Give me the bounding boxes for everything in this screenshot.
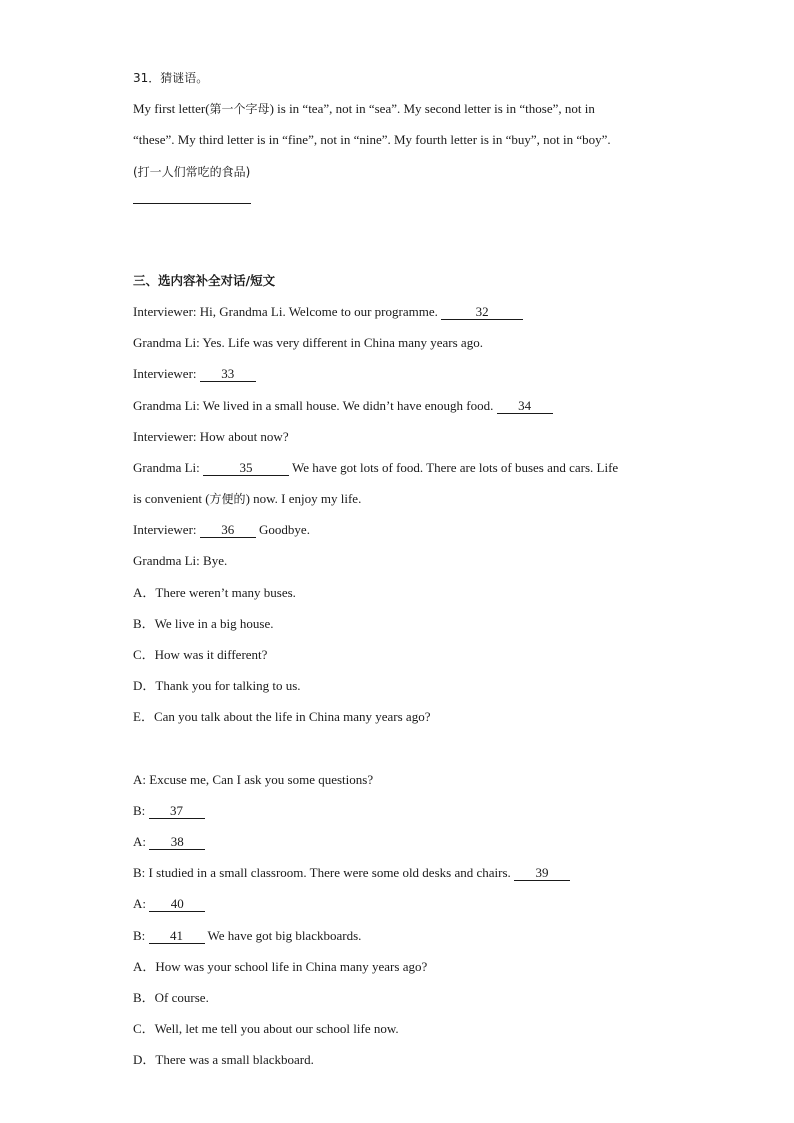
dialog1-line-1 <box>133 296 673 327</box>
dialog2-option[interactable] <box>133 982 673 1013</box>
dialog1-option-e: E．Can you talk about the life in China many years ago? <box>133 709 431 725</box>
blank-40[interactable]: 40 <box>149 897 205 912</box>
worksheet-page <box>133 62 673 1075</box>
blank-39[interactable]: 39 <box>514 866 570 881</box>
q31-hint <box>133 156 673 187</box>
dialog1-option-c: C．How was it different? <box>133 647 268 662</box>
dialog2-option[interactable] <box>133 1044 673 1075</box>
dialog1-line-3 <box>133 358 673 389</box>
blank-36[interactable]: 36 <box>200 523 256 538</box>
dialog1-line5-text: Interviewer: How about now? <box>133 428 289 444</box>
dialog1-line-8 <box>133 514 673 545</box>
dialog2-line3-text: A: <box>133 833 150 849</box>
dialog1-line3-text: Interviewer: <box>133 366 200 382</box>
q31-hint-text: (打一人们常吃的食品) <box>133 164 251 179</box>
blank-37[interactable]: 37 <box>149 804 205 819</box>
q31-heading <box>133 62 673 93</box>
dialog1-option-a: A．There weren’t many buses. <box>133 584 296 600</box>
dialog1-option[interactable] <box>133 608 673 639</box>
dialog2-line6-text: B: <box>133 927 149 943</box>
q31-line-2 <box>133 124 673 155</box>
dialog2-line4-text: B: I studied in a small classroom. There were some old desks and chairs. <box>133 865 515 881</box>
q31-answer-line[interactable] <box>133 189 251 204</box>
dialog1-line-7 <box>133 483 673 514</box>
dialog2-line-6 <box>133 920 673 951</box>
dialog1-option[interactable] <box>133 701 673 732</box>
q31-heading-text: 31．猜谜语。 <box>133 71 209 85</box>
dialog1-line4-text: Grandma Li: We lived in a small house. We didn’t have enough food. <box>133 397 497 413</box>
dialog1-line7-b: ) now. I enjoy my life. <box>245 491 362 507</box>
dialog1-line-4 <box>133 390 673 421</box>
dialog1-line-5 <box>133 421 673 452</box>
dialog1-line9-text: Grandma Li: Bye. <box>133 553 228 569</box>
dialog2-line6-after: We have got big blackboards. <box>204 927 362 943</box>
q31-line1-b: ) is in “tea”, not in “sea”. My second letter is in “those”, not in <box>269 101 595 117</box>
dialog2-line-1 <box>133 764 673 795</box>
dialog2-option-a: A．How was your school life in China many years ago? <box>133 958 428 974</box>
dialog2-line5-text: A: <box>133 896 150 912</box>
dialog1-option[interactable] <box>133 577 673 608</box>
section-3-title-text: 三、选内容补全对话/短文 <box>133 272 276 288</box>
dialog1-line6-text: Grandma Li: <box>133 459 204 475</box>
dialog2-line-2 <box>133 795 673 826</box>
dialog1-line1-text: Interviewer: Hi, Grandma Li. Welcome to our programme. <box>133 303 442 319</box>
dialog1-line7-cn: 方便的 <box>209 492 246 507</box>
dialog1-option[interactable] <box>133 670 673 701</box>
blank-32[interactable]: 32 <box>441 305 523 320</box>
dialog2-option-b: B．Of course. <box>133 989 209 1005</box>
q31-line-1 <box>133 93 673 124</box>
dialog2-option-d: D．There was a small blackboard. <box>133 1052 314 1068</box>
blank-35[interactable]: 35 <box>203 461 289 476</box>
q31-line1-cn: 第一个字母 <box>209 102 270 117</box>
dialog2-line-4 <box>133 857 673 888</box>
dialog1-line8-text: Interviewer: <box>133 522 200 538</box>
blank-33[interactable]: 33 <box>200 367 256 382</box>
dialog1-line6-after: We have got lots of food. There are lots of buses and cars. Life <box>289 459 619 475</box>
dialog1-line8-after: Goodbye. <box>255 522 310 538</box>
dialog2-line2-text: B: <box>133 802 149 818</box>
dialog2-line-5 <box>133 888 673 919</box>
dialog1-line-2 <box>133 327 673 358</box>
dialog1-line7-a: is convenient ( <box>133 491 210 507</box>
dialog1-line-6 <box>133 452 673 483</box>
blank-38[interactable]: 38 <box>149 835 205 850</box>
q31-line1-a: My first letter( <box>133 101 210 117</box>
dialog1-option-d: D．Thank you for talking to us. <box>133 678 301 694</box>
dialog1-option[interactable] <box>133 639 673 670</box>
blank-34[interactable]: 34 <box>497 399 553 414</box>
dialog2-option[interactable] <box>133 1013 673 1044</box>
dialog2-line1-text: A: Excuse me, Can I ask you some questions? <box>133 771 374 787</box>
dialog2-option[interactable] <box>133 951 673 982</box>
section-3-title <box>133 265 673 296</box>
dialog2-line-3 <box>133 826 673 857</box>
dialog1-line-9 <box>133 545 673 576</box>
q31-line2-text: “these”. My third letter is in “fine”, not in “nine”. My fourth letter is in “buy”, not in “boy”. <box>133 132 611 148</box>
dialog1-option-b: B．We live in a big house. <box>133 615 274 631</box>
blank-41[interactable]: 41 <box>149 929 205 944</box>
dialog1-line2-text: Grandma Li: Yes. Life was very different in China many years ago. <box>133 335 483 351</box>
dialog2-option-c: C．Well, let me tell you about our school life now. <box>133 1021 399 1037</box>
